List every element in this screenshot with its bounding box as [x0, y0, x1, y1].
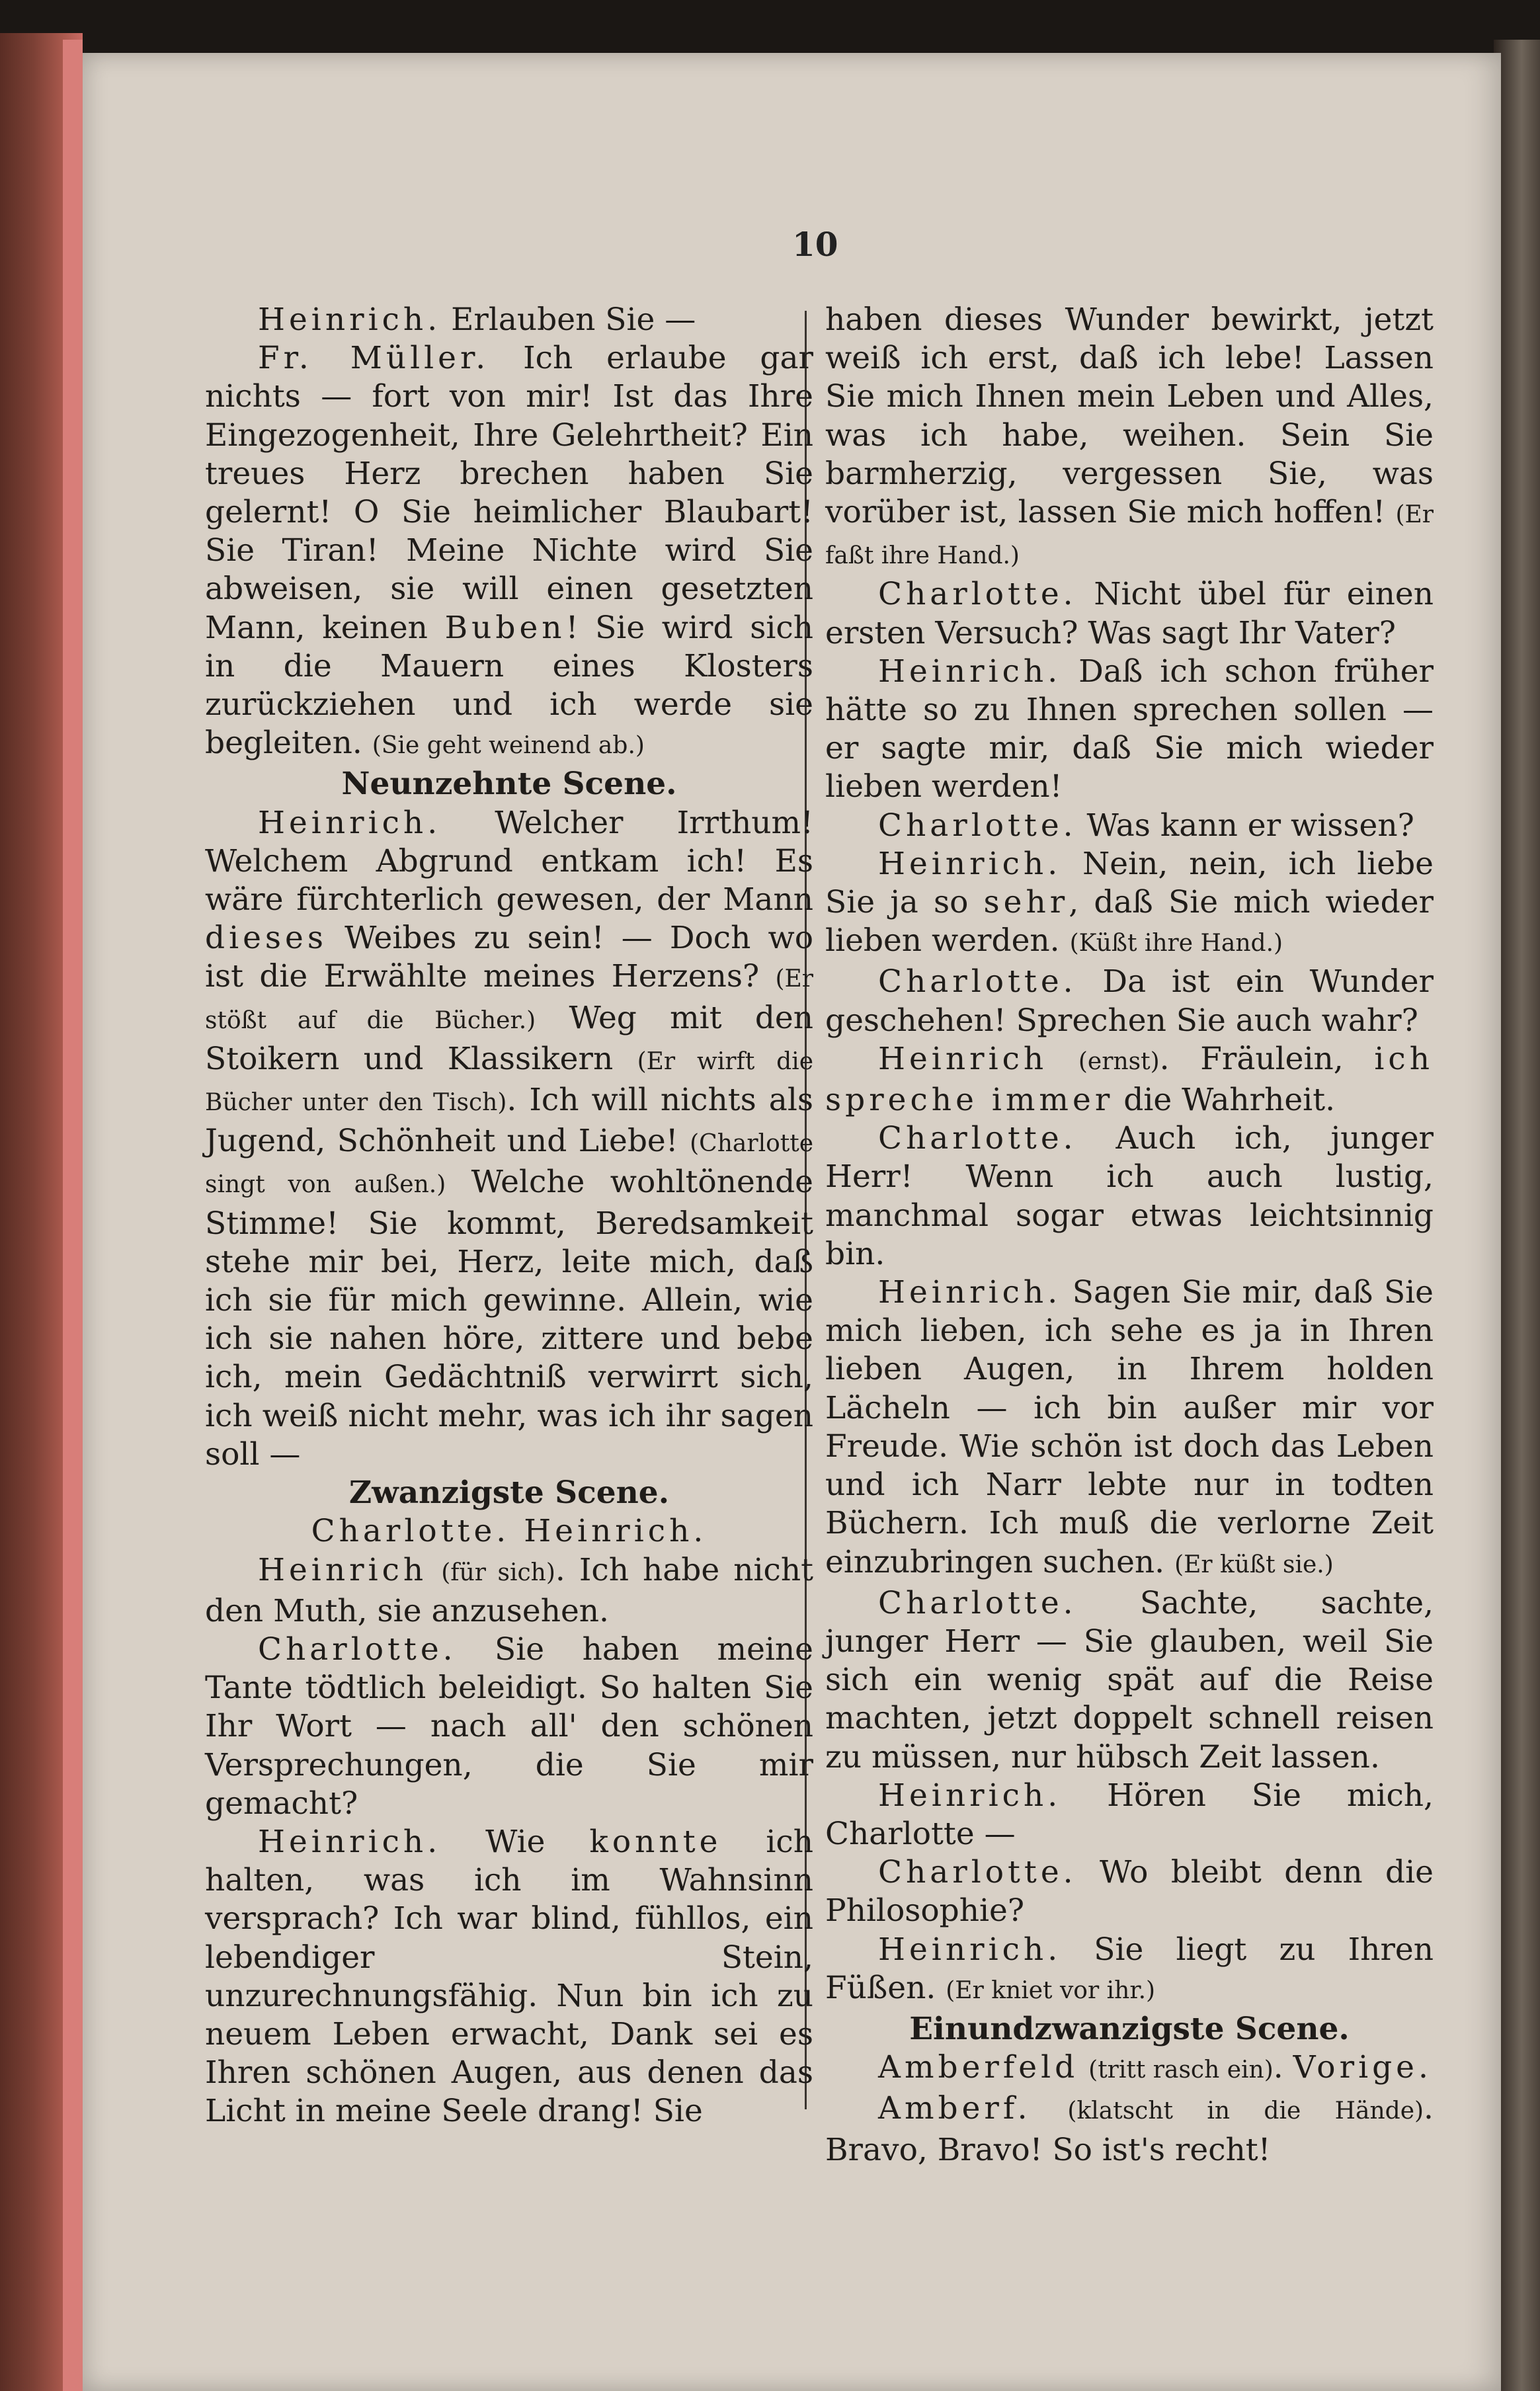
text-run	[1078, 2049, 1088, 2086]
dialogue-paragraph	[825, 653, 1434, 807]
spaced-emphasis: Heinrich.	[258, 804, 442, 841]
text-run: Nein, nein, ich liebe Sie ja so	[825, 845, 1434, 921]
text-run: Sagen Sie mir, daß Sie mich lieben, ich sehe es ja in Ihren lieben Augen, in Ihrem holden Lächeln — ich bin außer mir vor Freude. Wie schön ist doch das Leben und ich Narr lebte nur in todten Büchern. Ich muß die verlorne Zeit einzubringen suchen.	[825, 1274, 1434, 1580]
dialogue-paragraph	[205, 804, 813, 1474]
dialogue-paragraph	[825, 1853, 1434, 1930]
spaced-emphasis: Charlotte.	[258, 1631, 457, 1668]
spaced-emphasis: Heinrich.	[878, 845, 1062, 882]
spaced-emphasis: Charlotte.	[878, 1854, 1077, 1891]
text-run: Da ist ein Wunder geschehen! Sprechen Sie auch wahr?	[825, 963, 1434, 1039]
page-number: 10	[792, 225, 838, 264]
text-run	[427, 1552, 441, 1588]
spaced-emphasis: Heinrich	[258, 1551, 428, 1588]
spaced-emphasis: Heinrich.	[878, 1274, 1062, 1311]
scene-heading: Einundzwanzigste Scene.	[909, 2010, 1350, 2047]
text-run	[1032, 2090, 1068, 2127]
text-run: Ich erlaube gar nichts — fort von mir! Ist das Ihre Eingezogenheit, Ihre Gelehrtheit? Ein treues Herz brechen haben Sie gelernt! O Sie heimlicher Blaubart! Sie Tiran! Meine Nichte wird Sie abweisen, sie will einen gesetzten Mann, keinen	[205, 340, 813, 646]
dialogue-paragraph	[205, 301, 813, 339]
scene-persons: Charlotte. Heinrich.	[311, 1513, 708, 1550]
spaced-emphasis: Heinrich.	[878, 1777, 1062, 1814]
spaced-emphasis: Charlotte.	[878, 1120, 1077, 1157]
text-run: Wie	[441, 1823, 590, 1860]
spaced-emphasis: ich spreche immer	[825, 1040, 1434, 1119]
spaced-emphasis: Charlotte.	[878, 807, 1077, 844]
spaced-emphasis: Vorige.	[1293, 2049, 1432, 2086]
stage-direction: (Charlotte singt von außen.)	[205, 1130, 813, 1199]
text-run: Welcher Irrthum! Welchem Abgrund entkam ich! Es wäre fürchterlich gewesen, der Mann	[205, 804, 813, 918]
spaced-emphasis: sehr	[983, 884, 1069, 921]
stage-direction: (tritt rasch ein)	[1088, 2056, 1274, 2084]
text-run: Was kann er wissen?	[1076, 807, 1414, 844]
text-run: , daß Sie mich wieder lieben werden.	[825, 884, 1434, 959]
spaced-emphasis: Charlotte.	[878, 963, 1077, 1000]
text-run: Wo bleibt denn die Philosophie?	[825, 1854, 1434, 1929]
spaced-emphasis: Heinrich.	[258, 1823, 442, 1860]
stage-direction: (Er faßt ihre Hand.)	[825, 501, 1434, 570]
text-run: Hören Sie mich, Charlotte —	[825, 1777, 1434, 1852]
dialogue-paragraph	[825, 1040, 1434, 1119]
stage-direction: (Er wirft die Bücher unter den Tisch)	[205, 1047, 813, 1117]
spaced-emphasis: Charlotte.	[878, 576, 1077, 613]
stage-direction: (für sich)	[441, 1559, 555, 1586]
dialogue-paragraph	[825, 301, 1434, 575]
stage-direction: (Er stößt auf die Bücher.)	[205, 965, 813, 1034]
spaced-emphasis: dieses	[205, 920, 327, 957]
text-run: . Bravo, Bravo! So ist's recht!	[825, 2090, 1434, 2168]
text-run	[1047, 1041, 1078, 1077]
dialogue-paragraph	[825, 1274, 1434, 1584]
stage-direction: (Er kniet vor ihr.)	[946, 1976, 1156, 2004]
text-run: Weg mit den Stoikern und Klassikern	[205, 999, 813, 1077]
spaced-emphasis: Amberf.	[878, 2090, 1032, 2127]
stage-direction: (Sie geht weinend ab.)	[372, 732, 645, 760]
spaced-emphasis: Heinrich.	[878, 1931, 1062, 1968]
text-run: Sachte, sachte, junger Herr — Sie glauben, weil Sie sich ein wenig spät auf die Reise machten, jetzt doppelt schnell reisen zu müssen, nur hübsch Zeit lassen.	[825, 1584, 1434, 1775]
dialogue-paragraph	[825, 807, 1434, 845]
spaced-emphasis: Buben	[444, 609, 566, 646]
text-run: die Wahrheit.	[1114, 1082, 1336, 1119]
text-run: Auch ich, junger Herr! Wenn ich auch lustig, manchmal sogar etwas leichtsinnig bin.	[825, 1120, 1434, 1272]
text-run: haben dieses Wunder bewirkt, jetzt weiß ich erst, daß ich lebe! Lassen Sie mich Ihnen mein Leben und Alles, was ich habe, weihen. Sein Sie barmherzig, vergessen Sie, was vorüber ist, lassen Sie mich hoffen!	[825, 302, 1434, 531]
stage-direction: (Er küßt sie.)	[1174, 1551, 1334, 1578]
text-run: ich halten, was ich im Wahnsinn versprach? Ich war blind, fühllos, ein lebendiger Stein, unzurechnungsfähig. Nun bin ich zu neuem Leben erwacht, Dank sei es Ihren schönen Augen, aus denen das Licht in meine Seele drang! Sie	[205, 1823, 813, 2130]
dialogue-paragraph	[205, 1823, 813, 2131]
spaced-emphasis: konnte	[589, 1823, 722, 1860]
dialogue-paragraph	[825, 575, 1434, 652]
spaced-emphasis: Heinrich.	[878, 653, 1062, 690]
dialogue-paragraph	[825, 2048, 1434, 2089]
spaced-emphasis: Heinrich	[878, 1040, 1048, 1077]
text-run: Sie haben meine Tante tödtlich beleidigt. So halten Sie Ihr Wort — nach all' den schönen Versprechungen, die Sie mir gemacht?	[205, 1631, 813, 1822]
dialogue-paragraph	[825, 1777, 1434, 1853]
stage-direction: (ernst)	[1078, 1047, 1160, 1075]
text-run: Nicht übel für einen ersten Versuch? Was sagt Ihr Vater?	[825, 576, 1434, 651]
stage-direction: (klatscht in die Hände)	[1067, 2097, 1424, 2125]
text-run: Sie liegt zu Ihren Füßen.	[825, 1931, 1434, 2006]
dialogue-paragraph	[205, 1551, 813, 1631]
text-run: Weibes zu sein! — Doch wo ist die Erwählte meines Herzens?	[205, 920, 813, 995]
left-column	[205, 301, 813, 2131]
text-run: .	[1273, 2049, 1293, 2086]
text-run: . Fräulein,	[1159, 1040, 1375, 1077]
dialogue-paragraph	[825, 1931, 1434, 2010]
text-run: . Ich will nichts als Jugend, Schönheit und Liebe!	[205, 1082, 813, 1160]
text-run: Erlauben Sie —	[441, 302, 696, 338]
dialogue-paragraph	[825, 845, 1434, 963]
scene-heading: Zwanzigste Scene.	[348, 1475, 670, 1512]
spaced-emphasis: Charlotte.	[878, 1584, 1077, 1621]
spaced-emphasis: Amberfeld	[878, 2049, 1079, 2086]
dialogue-paragraph	[825, 1584, 1434, 1777]
text-run: ! Sie wird sich in die Mauern eines Klosters zurückziehen und ich werde sie begleiten.	[205, 609, 813, 762]
text-run: Welche wohltönende Stimme! Sie kommt, Beredsamkeit stehe mir bei, Herz, leite mich, daß ich sie für mich gewinne. Allein, wie ich sie nahen höre, zittere und bebe ich, mein Gedächtniß verwirrt sich, ich weiß nicht mehr, was ich ihr sagen soll —	[205, 1164, 813, 1473]
dialogue-paragraph	[825, 2089, 1434, 2169]
spaced-emphasis: Fr. Müller.	[258, 340, 490, 377]
dialogue-paragraph	[205, 339, 813, 765]
dialogue-paragraph	[205, 1631, 813, 1823]
dialogue-paragraph	[825, 963, 1434, 1039]
dialogue-paragraph	[825, 1119, 1434, 1274]
book-cover-red-edge	[63, 40, 83, 2391]
stage-direction: (Küßt ihre Hand.)	[1069, 930, 1283, 957]
text-run: . Ich habe nicht den Muth, sie anzusehen.	[205, 1551, 813, 1629]
scene-heading: Neunzehnte Scene.	[341, 766, 677, 803]
right-column	[825, 301, 1434, 2169]
text-run: Daß ich schon früher hätte so zu Ihnen sprechen sollen — er sagte mir, daß Sie mich wieder lieben werden!	[825, 653, 1434, 805]
spaced-emphasis: Heinrich.	[258, 302, 442, 338]
